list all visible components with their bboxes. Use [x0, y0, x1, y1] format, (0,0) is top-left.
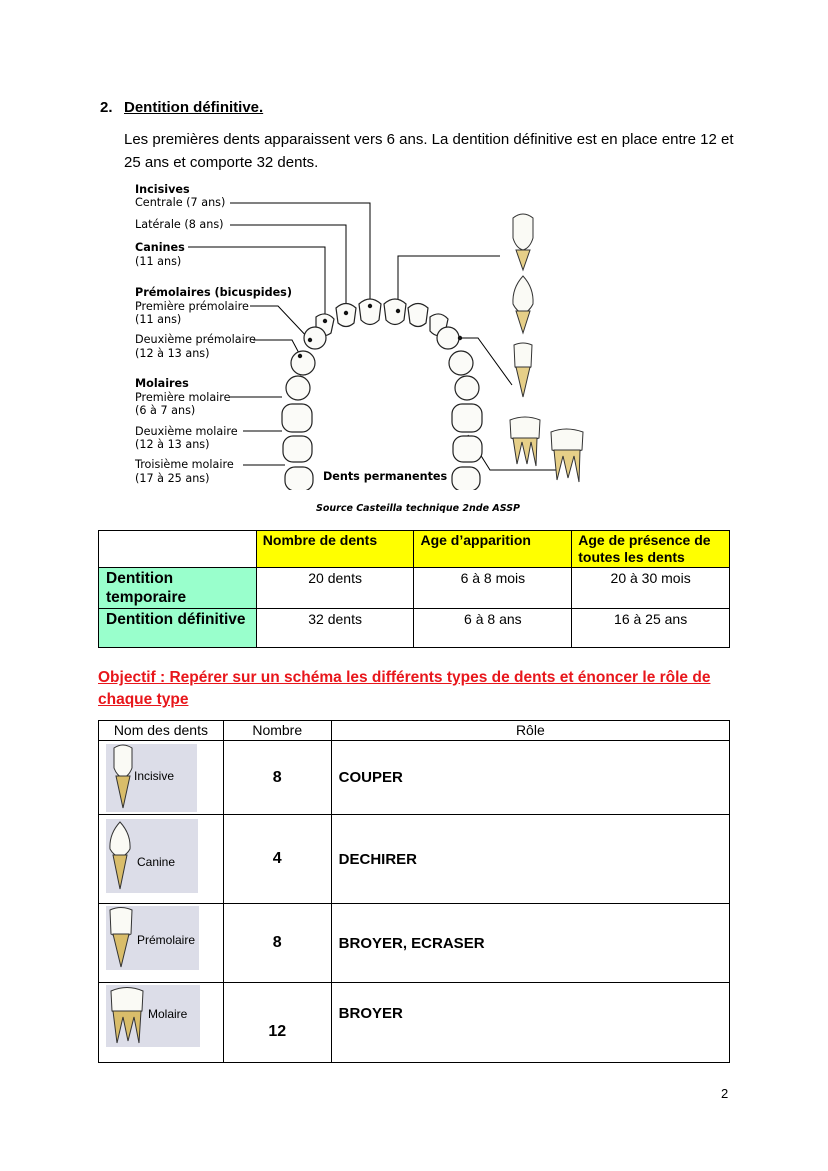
- dentition-table: [98, 530, 730, 648]
- label-deuxieme-molaire: Deuxième molaire: [135, 425, 238, 438]
- label-centrale: Centrale (7 ans): [135, 196, 226, 209]
- intro-paragraph: Les premières dents apparaissent vers 6 ans. La dentition définitive est en place entre 12 et 25 ans et comporte 32 dents.: [124, 131, 734, 171]
- side-tooth-molar-2: [551, 429, 583, 482]
- molar-illustration: [106, 985, 200, 1047]
- dentition-corner-cell: [99, 531, 257, 568]
- table-row: [99, 815, 730, 904]
- tooth-name-cell: [99, 741, 224, 815]
- tooth-label: Molaire: [148, 1007, 188, 1021]
- molar-icon: [108, 985, 146, 1047]
- tooth-count: 8: [223, 904, 331, 983]
- table-row: [99, 983, 730, 1063]
- objectif-heading: Objectif : Repérer sur un schéma les différents types de dents et énoncer le rôle de chaque type: [98, 669, 711, 708]
- label-premiere-premolaire-age: (11 ans): [135, 313, 182, 326]
- dental-arch-diagram: [130, 180, 600, 490]
- tooth-role: DECHIRER: [331, 815, 729, 904]
- side-tooth-incisor: [513, 214, 533, 270]
- cell-value: 16 à 25 ans: [572, 609, 730, 648]
- table-row: [99, 568, 730, 609]
- tooth-role: BROYER: [331, 983, 729, 1063]
- row-label-temporaire: Dentition temporaire: [99, 568, 257, 609]
- side-tooth-premolar: [514, 343, 532, 397]
- header-nombre: Nombre: [223, 721, 331, 741]
- tooth-role: BROYER, ECRASER: [331, 904, 729, 983]
- tooth-count: 12: [223, 983, 331, 1063]
- arch-teeth: [282, 299, 482, 490]
- section-heading: [100, 99, 263, 116]
- tooth-count: 8: [223, 741, 331, 815]
- label-deuxieme-premolaire-age: (12 à 13 ans): [135, 347, 210, 360]
- header-nombre-dents: Nombre de dents: [256, 531, 414, 568]
- premolar-icon: [106, 906, 136, 970]
- dentition-header-row: [99, 531, 730, 568]
- label-incisives: Incisives: [135, 183, 190, 196]
- label-canines-age: (11 ans): [135, 255, 182, 268]
- cell-value: 6 à 8 mois: [414, 568, 572, 609]
- cell-value: 20 dents: [256, 568, 414, 609]
- side-tooth-canine: [513, 276, 533, 333]
- table-row: [99, 609, 730, 648]
- tooth-count: 4: [223, 815, 331, 904]
- label-troisieme-molaire: Troisième molaire: [135, 458, 234, 471]
- label-premiere-premolaire: Première prémolaire: [135, 300, 249, 313]
- label-deuxieme-premolaire: Deuxième prémolaire: [135, 333, 256, 346]
- header-age-apparition: Age d’apparition: [414, 531, 572, 568]
- label-canines: Canines: [135, 241, 185, 254]
- diagram-source: Source Casteilla technique 2nde ASSP: [316, 503, 521, 514]
- table-row: [99, 904, 730, 983]
- header-nom-dents: Nom des dents: [99, 721, 224, 741]
- header-role: Rôle: [331, 721, 729, 741]
- table-row: [99, 741, 730, 815]
- canine-illustration: [106, 819, 198, 893]
- label-premiere-molaire: Première molaire: [135, 391, 231, 404]
- tooth-name-cell: [99, 904, 224, 983]
- tooth-types-header-row: [99, 721, 730, 741]
- tooth-name-cell: [99, 815, 224, 904]
- tooth-types-table: [98, 720, 730, 1063]
- cell-value: 32 dents: [256, 609, 414, 648]
- label-dents-permanentes: Dents permanentes: [323, 470, 448, 483]
- cell-value: 6 à 8 ans: [414, 609, 572, 648]
- canine-icon: [106, 819, 136, 893]
- cell-value: 20 à 30 mois: [572, 568, 730, 609]
- tooth-label: Prémolaire: [137, 933, 196, 947]
- tooth-label: Canine: [137, 855, 176, 869]
- label-deuxieme-molaire-age: (12 à 13 ans): [135, 438, 210, 451]
- label-premolaires: Prémolaires (bicuspides): [135, 286, 292, 299]
- label-molaires: Molaires: [135, 377, 189, 390]
- label-troisieme-molaire-age: (17 à 25 ans): [135, 472, 210, 485]
- side-tooth-molar-1: [510, 417, 540, 466]
- label-premiere-molaire-age: (6 à 7 ans): [135, 404, 196, 417]
- section-title: Dentition définitive.: [124, 99, 264, 116]
- tooth-label: Incisive: [134, 769, 175, 783]
- label-laterale: Latérale (8 ans): [135, 218, 224, 231]
- tooth-name-cell: [99, 983, 224, 1063]
- premolar-illustration: [106, 906, 199, 970]
- page-number: 2: [721, 1086, 729, 1101]
- tooth-role: COUPER: [331, 741, 729, 815]
- row-label-definitive: Dentition définitive: [99, 609, 257, 648]
- incisor-illustration: [106, 744, 197, 812]
- header-age-presence: Age de présence de toutes les dents: [572, 531, 730, 568]
- section-number: 2.: [100, 99, 113, 116]
